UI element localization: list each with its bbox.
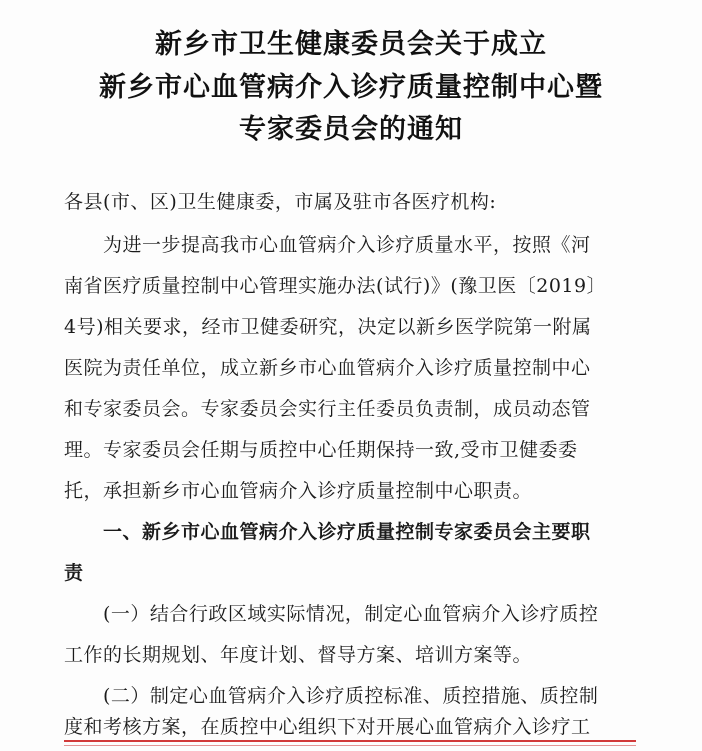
body-line-1: 为进一步提高我市心血管病介入诊疗质量水平，按照《河 — [103, 234, 591, 256]
item-2-line-1: (二）制定心血管病介入诊疗质控标准、质控措施、质控制 — [103, 685, 599, 707]
body-line-2: 南省医疗质量控制中心管理实施办法(试行)》(豫卫医〔2019〕 — [64, 275, 607, 297]
section-heading-line-2: 责 — [64, 562, 84, 584]
red-underline-mark — [64, 740, 636, 742]
document-title-line-2: 新乡市心血管病介入诊疗质量控制中心暨 — [99, 72, 603, 103]
item-1-line-2: 工作的长期规划、年度计划、督导方案、培训方案等。 — [64, 644, 533, 666]
document-title-line-3: 专家委员会的通知 — [239, 114, 463, 145]
body-line-4: 医院为责任单位，成立新乡市心血管病介入诊疗质量控制中心 — [64, 357, 591, 379]
red-underline-mark-secondary — [64, 745, 636, 746]
document-title-line-1: 新乡市卫生健康委员会关于成立 — [155, 29, 547, 60]
body-line-3: 4号)相关要求，经市卫健委研究，决定以新乡医学院第一附属 — [64, 316, 592, 338]
salutation: 各县(市、区)卫生健康委，市属及驻市各医疗机构: — [64, 191, 497, 213]
item-1-line-1: (一）结合行政区域实际情况，制定心血管病介入诊疗质控 — [103, 603, 599, 625]
section-heading-line-1: 一、新乡市心血管病介入诊疗质量控制专家委员会主要职 — [103, 521, 591, 543]
body-line-5: 和专家委员会。专家委员会实行主任委员负责制，成员动态管 — [64, 398, 591, 420]
body-line-6: 理。专家委员会任期与质控中心任期保持一致,受市卫健委委 — [64, 439, 578, 461]
body-line-7: 托，承担新乡市心血管病介入诊疗质量控制中心职责。 — [64, 480, 533, 502]
item-2-line-2: 度和考核方案，在质控中心组织下对开展心血管病介入诊疗工 — [64, 716, 591, 738]
